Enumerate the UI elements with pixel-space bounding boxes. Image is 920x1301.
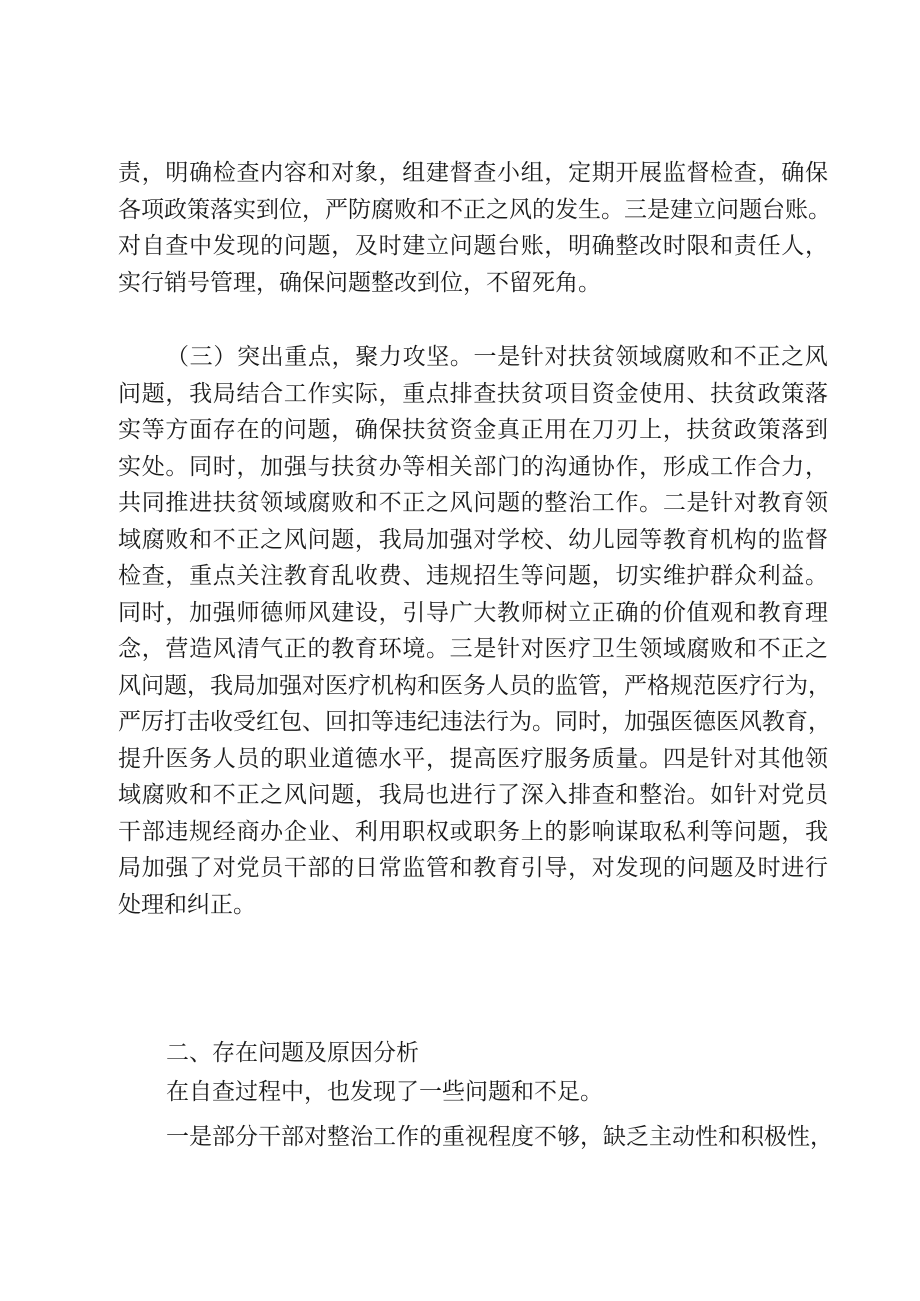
section-heading: 二、存在问题及原因分析 bbox=[166, 1040, 419, 1066]
text-line: 域 腐 败 和 不 正 之 风 问 题 ， 我 局 也 进 行 了 深 入 排 查 和 整 治 。 如 针 对 党 员 bbox=[118, 782, 828, 808]
text-line: 实行销号管理，确保问题整改到位，不留死角。 bbox=[118, 269, 601, 296]
text-line: 实 处 。 同 时 ， 加 强 与 扶 贫 办 等 相 关 部 门 的 沟 通 协 作 ， 形 成 工 作 合 力 ， bbox=[118, 453, 828, 480]
text-line: 在自查过程中，也发现了一些问题和不足。 bbox=[166, 1079, 603, 1105]
text-line: 实 等 方 面 存 在 的 问 题 ， 确 保 扶 贫 资 金 真 正 用 在 刀 刃 上 ， 扶 贫 政 策 落 到 bbox=[118, 417, 828, 443]
text-line: 干 部 违 规 经 商 办 企 业 、 利 用 职 权 或 职 务 上 的 影 响 谋 取 私 利 等 问 题 ， 我 bbox=[118, 818, 828, 845]
text-line: 域 腐 败 和 不 正 之 风 问 题 ， 我 局 加 强 对 学 校 、 幼 儿 园 等 教 育 机 构 的 监 督 bbox=[118, 526, 828, 553]
section-heading-block bbox=[118, 1035, 828, 1072]
text-line: （ 三 ） 突 出 重 点 ， 聚 力 攻 坚 。 一 是 针 对 扶 贫 领 域 腐 败 和 不 正 之 风 bbox=[166, 344, 828, 370]
text-line: 风 问 题 ， 我 局 加 强 对 医 疗 机 构 和 医 务 人 员 的 监 管 ， 严 格 规 范 医 疗 行 为 ， bbox=[118, 672, 831, 699]
text-line: 同 时 ， 加 强 师 德 师 风 建 设 ， 引 导 广 大 教 师 树 立 正 确 的 价 值 观 和 教 育 理 bbox=[118, 599, 828, 626]
text-line: 一 是 部 分 干 部 对 整 治 工 作 的 重 视 程 度 不 够 ， 缺 乏 主 动 性 和 积 极 性 ， bbox=[166, 1124, 833, 1150]
text-line: 责 ， 明 确 检 查 内 容 和 对 象 ， 组 建 督 查 小 组 ， 定 期 开 展 监 督 检 查 ， 确 保 bbox=[118, 160, 828, 186]
text-line: 对 自 查 中 发 现 的 问 题 ， 及 时 建 立 问 题 台 账 ， 明 确 整 改 时 限 和 责 任 人 ， bbox=[118, 233, 828, 259]
text-line: 检 查 ， 重 点 关 注 教 育 乱 收 费 、 违 规 招 生 等 问 题 ， 切 实 维 护 群 众 利 益 。 bbox=[118, 563, 828, 589]
text-line: 问 题 ， 我 局 结 合 工 作 实 际 ， 重 点 排 查 扶 贫 项 目 资 金 使 用 、 扶 贫 政 策 落 bbox=[118, 380, 828, 407]
paragraph-block-1 bbox=[118, 155, 831, 301]
paragraph-block-2 bbox=[118, 339, 831, 923]
paragraph-block-4 bbox=[118, 1119, 833, 1156]
paragraph-block-3 bbox=[118, 1074, 828, 1111]
text-line: 共 同 推 进 扶 贫 领 域 腐 败 和 不 正 之 风 问 题 的 整 治 工 作 。 二 是 针 对 教 育 领 bbox=[118, 490, 828, 516]
text-line: 局 加 强 了 对 党 员 干 部 的 日 常 监 管 和 教 育 引 导 ， 对 发 现 的 问 题 及 时 进 行 bbox=[118, 855, 828, 881]
text-line: 处理和纠正。 bbox=[118, 891, 256, 918]
text-line: 各 项 政 策 落 实 到 位 ， 严 防 腐 败 和 不 正 之 风 的 发 生 。 三 是 建 立 问 题 台 账 。 bbox=[118, 196, 831, 223]
text-line: 严 厉 打 击 收 受 红 包 、 回 扣 等 违 纪 违 法 行 为 。 同 时 ， 加 强 医 德 医 风 教 育 ， bbox=[118, 709, 831, 735]
text-line: 念 ， 营 造 风 清 气 正 的 教 育 环 境 。 三 是 针 对 医 疗 卫 生 领 域 腐 败 和 不 正 之 bbox=[118, 636, 828, 662]
text-line: 提 升 医 务 人 员 的 职 业 道 德 水 平 ， 提 高 医 疗 服 务 质 量 。 四 是 针 对 其 他 领 bbox=[118, 745, 828, 772]
